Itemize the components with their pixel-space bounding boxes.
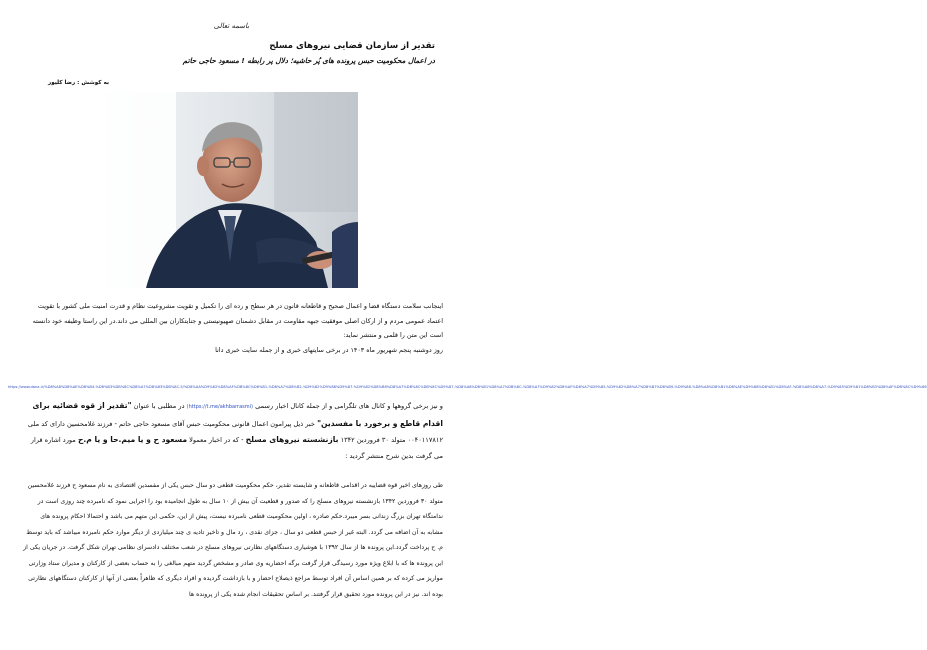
news-lead: و نیز برخی گروهها و کانال های تلگرامی و از جمله کانال اخبار رسمی: [255, 402, 443, 410]
invocation-heading: باسمه تعالی: [213, 22, 250, 30]
document-subtitle: در اعمال محکومیت حبس پرونده های پُر حاشیه؛ دلال پر رابطه ! مسعود حاجی حاتم: [182, 56, 435, 65]
portrait-illustration: [106, 92, 358, 288]
paragraph-intro-text: اینجانب سلامت دستگاه قضا و اعمال صحیح و قاطعانه قانون در هر سطح و رده ای را تکمیل و تقویت مشروعیت نظام و قدرت امنیت ملی کشور با تقویت اعتماد عمومی مردم و از ارکان اصلی موفقیت جبهه مقاومت در مقابل دشمنان صهیونیستی و جنایتکاران بین المللی می داند.در این راستا وظیفه خود دانسته است این متن را قلمی و منتشر نماید:: [32, 302, 443, 339]
source-link[interactable]: https://www.dana.ir/%D8%A8%D8%AE%D8%B4-%D8%B3%DB%8C%D8%A7%D8%B3%DB%8C-5/%D8%AA%D9%82%D8%AF%DB%8C%D8%B1-%D8%A7%D8%B2-%D9%82%D9%88%D9%87-%D9%82%D8%B6%D8%A7%DB%8C%DB%8C%D9%87-%D8%A8%D8%B1%D8%A7%DB%8C-%D8%A7%D9%82%D8%AF%D8%A7%D9%85-%D9%82%D8%A7%D8%B7%D8%B9-%D9%88-%D8%A8%D8%B1%D8%AE%D9%88%D8%B1%D8%AF-%D8%A8%D8%A7-%D9%85%D9%81%D8%B3%D8%AF%DB%8C%D9%86: [8, 385, 927, 389]
news-headline: "تقدیر از قوه قضائیه برای اقدام قاطع و برخورد با مفسدین": [32, 401, 443, 428]
paragraph-intro: [23, 299, 443, 357]
portrait-photo: [106, 92, 358, 288]
news-mid: در مطلبی با عنوان: [133, 402, 185, 410]
paragraph-details: طی روزهای اخیر قوه قضاییه در اقدامی قاطعانه و شایسته تقدیر، حکم محکومیت قطعی دو سال حبس یکی از مفسدین اقتصادی به نام مسعود ح فرزند غلامحسین متولد ۳۰ فروردین ۱۳۴۲ بازنشسته نیروهای مسلح را که صدور و قطعیت آن بیش از ۱۰ سال به طول انجامیده بود را اجرایی نمود که نامبرده چند روزی است در ندامتگاه تهران بزرگ زندانی بسر میبرد.حکم صادره ، اولین محکومیت قطعی نامبرده نیست، پیش از این، حکمی این متهم می باشد و احتمالا احکام پرونده های مشابه به آن اضافه می گردد. البته غیر از حبس قطعی دو سال ، جزای نقدی ، رد مال و تاخیر تادیه ی چند میلیاردی از دیگر موارد حکم نامبرده میباشد که باید توسط م. ح پرداخت گردد.این پرونده ها از سال ۱۳۹۲ با هوشیاری دستگاههای نظارتی نیروهای مسلح در شعب مختلف دادسرای نظامی تهران شکل گرفت. در جریان یکی از این پرونده ها که با ابلاغ ویژه مورد رسیدگی قرار گرفت برگه احضاریه وی صادر و مشخص گردید متهم مبالغی را به حساب بعضی از کارکنان و مدیران ستاد وزارتی مواریز می کرده که بر همین اساس آن افراد توسط مراجع ذیصلاح احضار و با بازداشت گردیده و افراد دیگری که ظاهراً بعضی از آنها از کارکنان دستگاههای نظارتی بوده اند. نیز در این پرونده مورد تحقیق قرار گرفتند. بر اساس تحقیقات انجام شده یکی از پرونده ها: [23, 482, 443, 598]
news-bold-label: بازنشسته نیروهای مسلح: [245, 435, 339, 444]
document-title: تقدیر از سازمان قضایی نیروهای مسلح: [269, 41, 435, 51]
news-tail: - که در اخبار معمولا: [189, 436, 244, 444]
channel-link[interactable]: (https://t.me/akhbarrasmi): [186, 404, 253, 410]
paragraph-news: [23, 398, 443, 464]
author-byline: به کوشش : رضا کلیور: [48, 80, 109, 86]
news-names: مسعود ح و یا میم.حا و یا م.ح: [77, 435, 188, 444]
news-rest: خبر ذیل پیرامون اعمال قانونی محکومیت حبس آقای مسعود حاجی حاتم - فرزند غلامحسین دارای کد ملی ۰۰۴۰۱۱۷۸۱۲ متولد ۳۰ فروردین ۱۳۴۲: [27, 419, 443, 444]
news-end: مورد اشاره قرار می گرفت بدین شرح منتشر گردید :: [30, 436, 443, 460]
paragraph-intro-source: روز دوشنبه پنجم شهریور ماه ۱۴۰۳ در برخی سایتهای خبری و از جمله سایت خبری دانا: [215, 345, 443, 354]
